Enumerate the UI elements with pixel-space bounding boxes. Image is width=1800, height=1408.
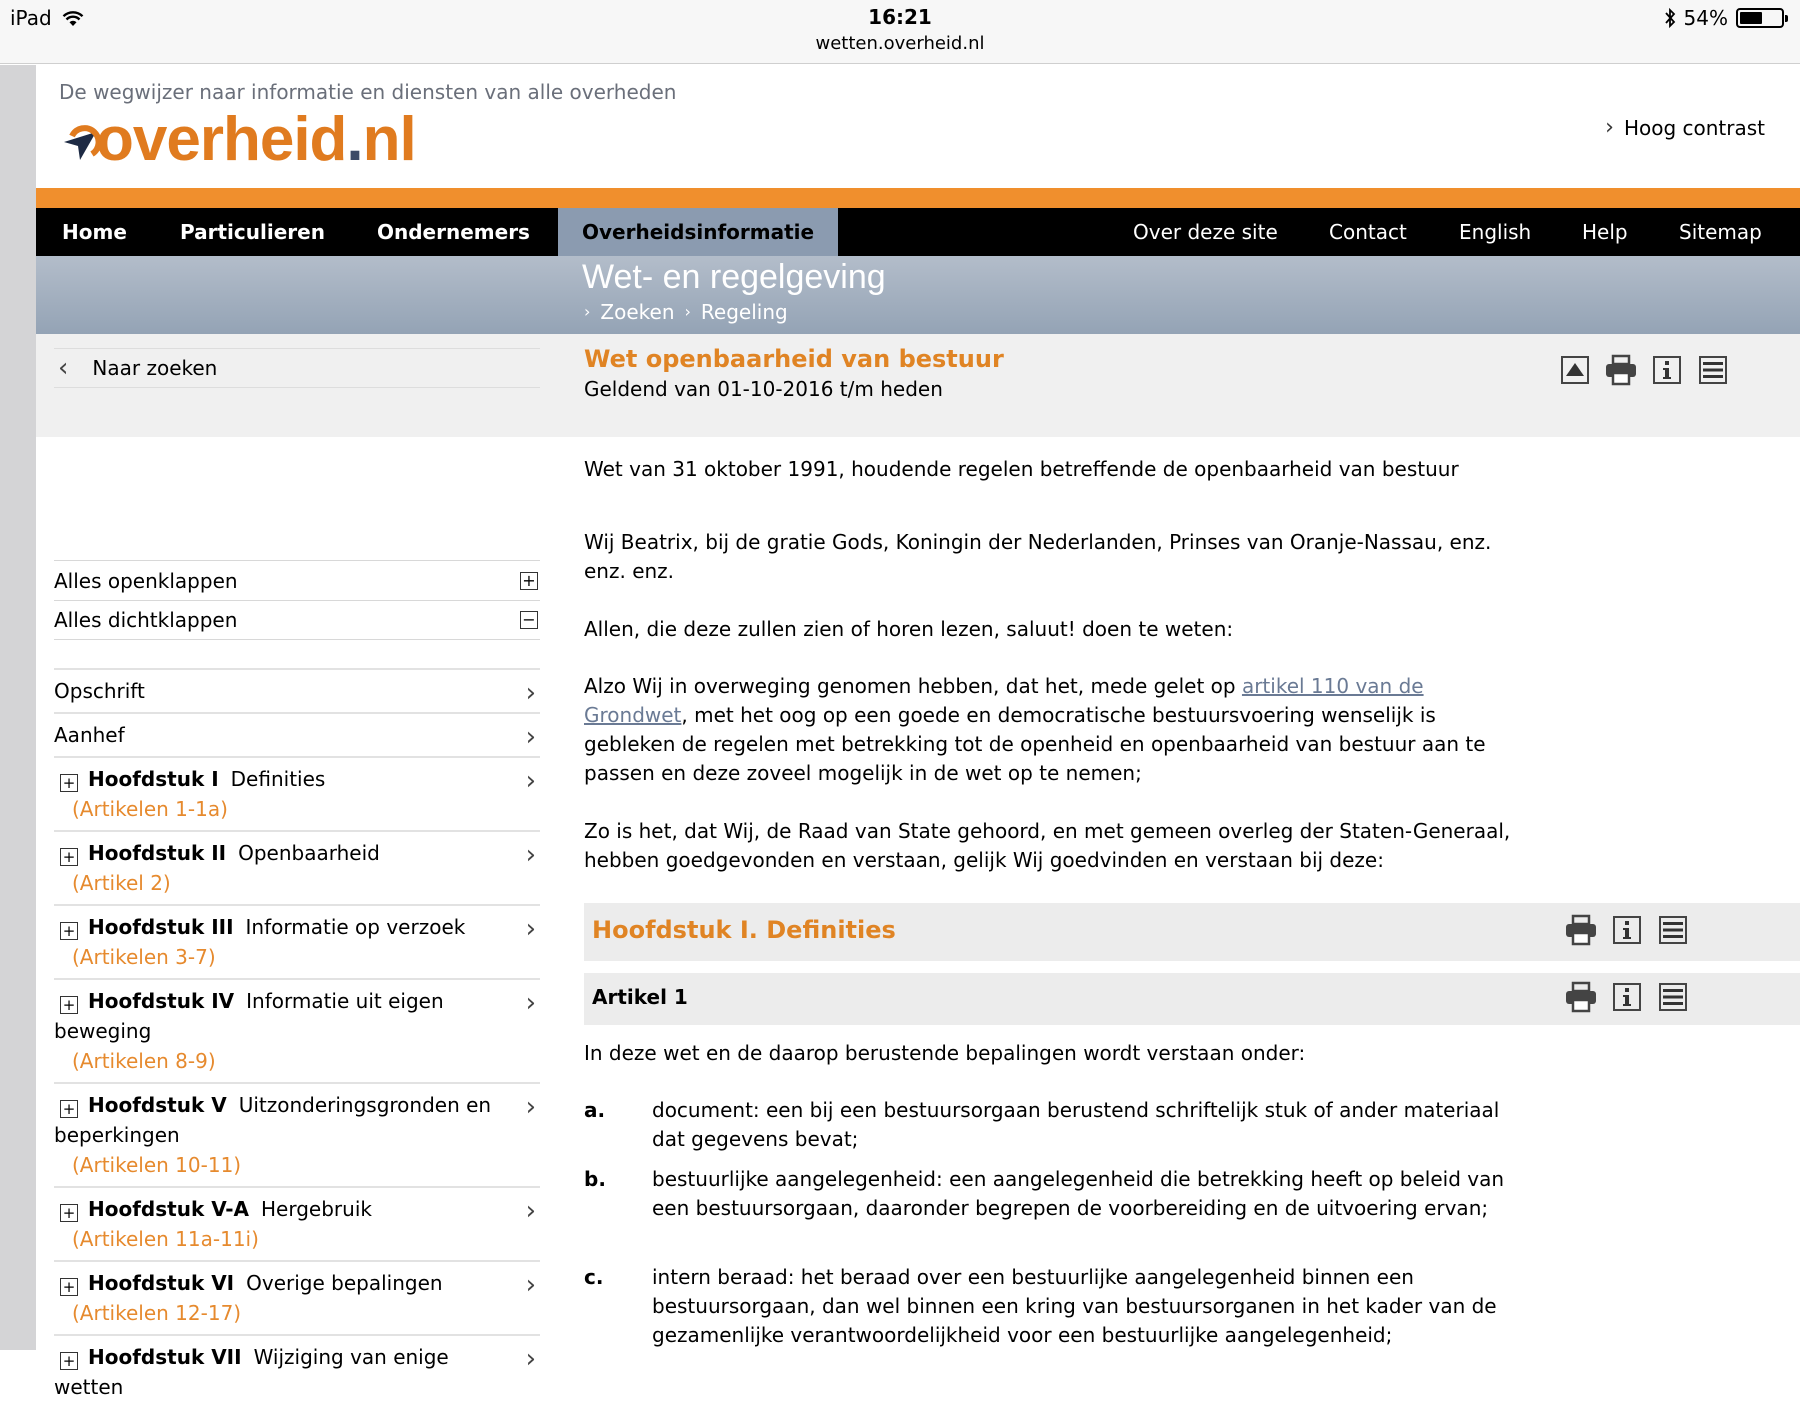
toc-item-number: Hoofdstuk VII (88, 1345, 242, 1369)
chevron-right-icon: › (525, 1270, 536, 1300)
toc-item-range: (Artikelen 1-1a) (72, 797, 228, 821)
definition-item (584, 1165, 1514, 1223)
paragraph-text: Alzo Wij in overweging genomen hebben, dat het, mede gelet op (584, 674, 1242, 698)
document-paragraph: Wij Beatrix, bij de gratie Gods, Koningin der Nederlanden, Prinses van Oranje-Nassau, enz. enz. enz. (584, 530, 1492, 583)
nav-contact[interactable]: Contact (1329, 220, 1407, 244)
toc-item-label: Hergebruik (261, 1197, 372, 1221)
info-icon[interactable] (1613, 916, 1641, 944)
document-title: Wet openbaarheid van bestuur (584, 345, 1004, 373)
status-right (1664, 6, 1784, 30)
menu-icon[interactable] (1659, 916, 1687, 944)
toc-item-range: (Artikelen 11a-11i) (72, 1227, 259, 1251)
nav-overheidsinformatie[interactable]: Overheidsinformatie (558, 208, 838, 256)
toc-item-range: (Artikelen 8-9) (72, 1049, 216, 1073)
toc-item-number: Hoofdstuk IV (88, 989, 235, 1013)
toc-item-hoofdstuk-3[interactable] (54, 904, 540, 978)
status-time: 16:21 (868, 5, 932, 29)
print-icon[interactable] (1607, 356, 1635, 384)
toc-item-number: Hoofdstuk VI (88, 1271, 235, 1295)
chapter-toolbar (1567, 916, 1687, 944)
toc-item-number: Hoofdstuk V-A (88, 1197, 250, 1221)
definition-item (584, 1263, 1514, 1350)
print-icon[interactable] (1567, 916, 1595, 944)
collapse-all-row[interactable] (54, 600, 540, 640)
plus-box-icon[interactable]: + (60, 1204, 78, 1222)
toc-item-hoofdstuk-5[interactable] (54, 1082, 540, 1186)
document-validity: Geldend van 01-10-2016 t/m heden (584, 377, 943, 401)
main-nav (36, 208, 1800, 256)
section-title: Wet- en regelgeving (582, 258, 886, 296)
definition-text: bestuurlijke aangelegenheid: een aangelegenheid die betrekking heeft op beleid van een bestuursorgaan, daaronder begrepen de voorbereiding en de uitvoering ervan; (652, 1167, 1505, 1220)
definition-label: a. (584, 1098, 606, 1122)
toc-item-label: Informatie uit eigen beweging (54, 989, 444, 1043)
chevron-right-icon: › (525, 766, 536, 796)
document-paragraph: Zo is het, dat Wij, de Raad van State gehoord, en met gemeen overleg der Staten-Generaal, hebben goedgevonden en verstaan, gelijk Wij goedvinden en verstaan bij deze: (584, 819, 1511, 872)
print-icon[interactable] (1567, 983, 1595, 1011)
orange-divider (36, 188, 1800, 208)
collapse-all-label: Alles dichtklappen (54, 608, 238, 632)
toc-item-number: Hoofdstuk V (88, 1093, 227, 1117)
definition-text: document: een bij een bestuursorgaan berustend schriftelijk stuk of ander materiaal dat gegevens bevat; (652, 1098, 1500, 1151)
logo-text (96, 104, 416, 175)
battery-icon (1736, 8, 1784, 28)
chevron-left-icon: ‹ (58, 353, 69, 383)
site-logo[interactable] (60, 104, 416, 174)
battery-fill (1740, 12, 1762, 24)
article-title: Artikel 1 (592, 985, 688, 1009)
document-paragraph: Allen, die deze zullen zien of horen lezen, saluut! doen te weten: (584, 617, 1234, 641)
toc-item-range: (Artikelen 10-11) (72, 1153, 242, 1177)
toc-item-aanhef[interactable] (54, 712, 540, 756)
plus-box-icon[interactable]: + (60, 1100, 78, 1118)
definition-item (584, 1096, 1514, 1154)
toc-item-range: (Artikelen 12-17) (72, 1301, 242, 1325)
status-bar (0, 0, 1800, 64)
toc-item-number: Hoofdstuk II (88, 841, 227, 865)
back-to-search-label: Naar zoeken (92, 356, 218, 380)
plus-box-icon[interactable]: + (60, 1278, 78, 1296)
chapter-header (584, 903, 1800, 961)
toc-item-hoofdstuk-4[interactable] (54, 978, 540, 1082)
breadcrumb-regeling[interactable]: Regeling (700, 300, 788, 324)
nav-home[interactable]: Home (62, 220, 127, 244)
grondwet-link[interactable]: artikel 110 van de Grondwet (584, 674, 1424, 727)
chevron-right-icon: › (525, 840, 536, 870)
breadcrumb-zoeken[interactable]: Zoeken (600, 300, 675, 324)
expand-all-row[interactable] (54, 560, 540, 600)
expand-all-label: Alles openklappen (54, 568, 238, 593)
plus-box-icon[interactable]: + (60, 774, 78, 792)
toc-item-hoofdstuk-7[interactable] (54, 1334, 540, 1408)
document-toolbar (1561, 356, 1727, 384)
nav-ondernemers[interactable]: Ondernemers (377, 220, 530, 244)
chevron-right-icon: › (525, 1196, 536, 1226)
high-contrast-label: Hoog contrast (1623, 115, 1765, 140)
toc-item-number: Hoofdstuk III (88, 915, 234, 939)
nav-english[interactable]: English (1459, 220, 1532, 244)
menu-icon[interactable] (1659, 983, 1687, 1011)
toc-item-label: Definities (230, 767, 326, 791)
plus-box-icon[interactable]: + (60, 996, 78, 1014)
plus-box-icon[interactable]: + (60, 848, 78, 866)
chevron-right-icon: › (525, 722, 536, 752)
plus-box-icon[interactable]: + (60, 922, 78, 940)
url-bar[interactable]: wetten.overheid.nl (815, 33, 985, 54)
toc-item-label: Informatie op verzoek (245, 915, 466, 939)
toc-item-label: Opschrift (54, 679, 145, 703)
article-intro: In deze wet en de daarop berustende bepalingen wordt verstaan onder: (584, 1041, 1306, 1065)
nav-particulieren[interactable]: Particulieren (180, 220, 325, 244)
logo-arrow-icon (60, 114, 100, 164)
toc-item-label: Overige bepalingen (246, 1271, 443, 1295)
nav-sitemap[interactable]: Sitemap (1679, 220, 1762, 244)
document-paragraph (584, 672, 1524, 788)
table-of-contents (54, 668, 540, 1408)
article-header (584, 973, 1800, 1025)
info-icon[interactable] (1653, 356, 1681, 384)
breadcrumb (584, 300, 788, 324)
left-gutter (0, 65, 36, 1350)
back-to-search-link[interactable] (54, 348, 540, 388)
scroll-top-icon[interactable] (1561, 356, 1589, 384)
toc-item-range: (Artikelen 3-7) (72, 945, 216, 969)
high-contrast-link[interactable] (1605, 115, 1765, 140)
plus-box-icon[interactable]: + (520, 572, 538, 590)
definition-text: intern beraad: het beraad over een bestuurlijke aangelegenheid binnen een bestuursorgaan, dan wel binnen een kring van bestuursorganen in het kader van de gezamenlijke verantwoordelijkheid voor een bestuurlijke aangelegenheid; (652, 1265, 1497, 1347)
definition-label: c. (584, 1265, 604, 1289)
section-band (36, 256, 1800, 334)
toc-item-number: Hoofdstuk I (88, 767, 219, 791)
document-intro: Wet van 31 oktober 1991, houdende regelen betreffende de openbaarheid van bestuur (584, 457, 1459, 481)
battery-percent: 54% (1683, 6, 1728, 30)
chevron-right-icon: › (525, 988, 536, 1018)
bluetooth-icon (1664, 8, 1676, 28)
toc-item-range: (Artikel 2) (72, 871, 171, 895)
info-icon[interactable] (1613, 983, 1641, 1011)
nav-over-deze-site[interactable]: Over deze site (1133, 220, 1278, 244)
toc-item-hoofdstuk-5a[interactable] (54, 1186, 540, 1260)
chapter-title: Hoofdstuk I. Definities (592, 916, 896, 944)
chevron-right-icon: › (684, 302, 691, 321)
toc-item-label: Uitzonderingsgronden en beperkingen (54, 1093, 492, 1147)
chevron-right-icon: › (1605, 115, 1614, 140)
toc-item-label: Wijziging van enige wetten (54, 1345, 449, 1399)
site-tagline: De wegwijzer naar informatie en diensten van alle overheden (59, 80, 677, 104)
nav-help[interactable]: Help (1582, 220, 1628, 244)
toc-item-hoofdstuk-2[interactable] (54, 830, 540, 904)
chevron-right-icon: › (584, 302, 591, 321)
toc-item-opschrift[interactable] (54, 668, 540, 712)
menu-icon[interactable] (1699, 356, 1727, 384)
toc-item-hoofdstuk-6[interactable] (54, 1260, 540, 1334)
minus-box-icon[interactable]: − (520, 611, 538, 629)
logo-tld: nl (362, 104, 416, 174)
toc-item-label: Aanhef (54, 723, 125, 747)
logo-dot: . (346, 104, 363, 174)
chevron-right-icon: › (525, 1344, 536, 1374)
logo-main: overheid (96, 104, 347, 174)
toc-item-label: Openbaarheid (238, 841, 380, 865)
chevron-right-icon: › (525, 678, 536, 708)
article-toolbar (1567, 983, 1687, 1011)
plus-box-icon[interactable]: + (60, 1352, 78, 1370)
toc-item-hoofdstuk-1[interactable] (54, 756, 540, 830)
chevron-right-icon: › (525, 1092, 536, 1122)
chevron-right-icon: › (525, 914, 536, 944)
paragraph-text: , met het oog op een goede en democratische bestuursvoering wenselijk is gebleken de regelen met betrekking tot de openheid en openbaarheid van bestuur aan te passen en deze zoveel mogelijk in de wet op te nemen; (584, 703, 1486, 785)
definition-label: b. (584, 1167, 606, 1191)
device-name: iPad (10, 6, 52, 30)
